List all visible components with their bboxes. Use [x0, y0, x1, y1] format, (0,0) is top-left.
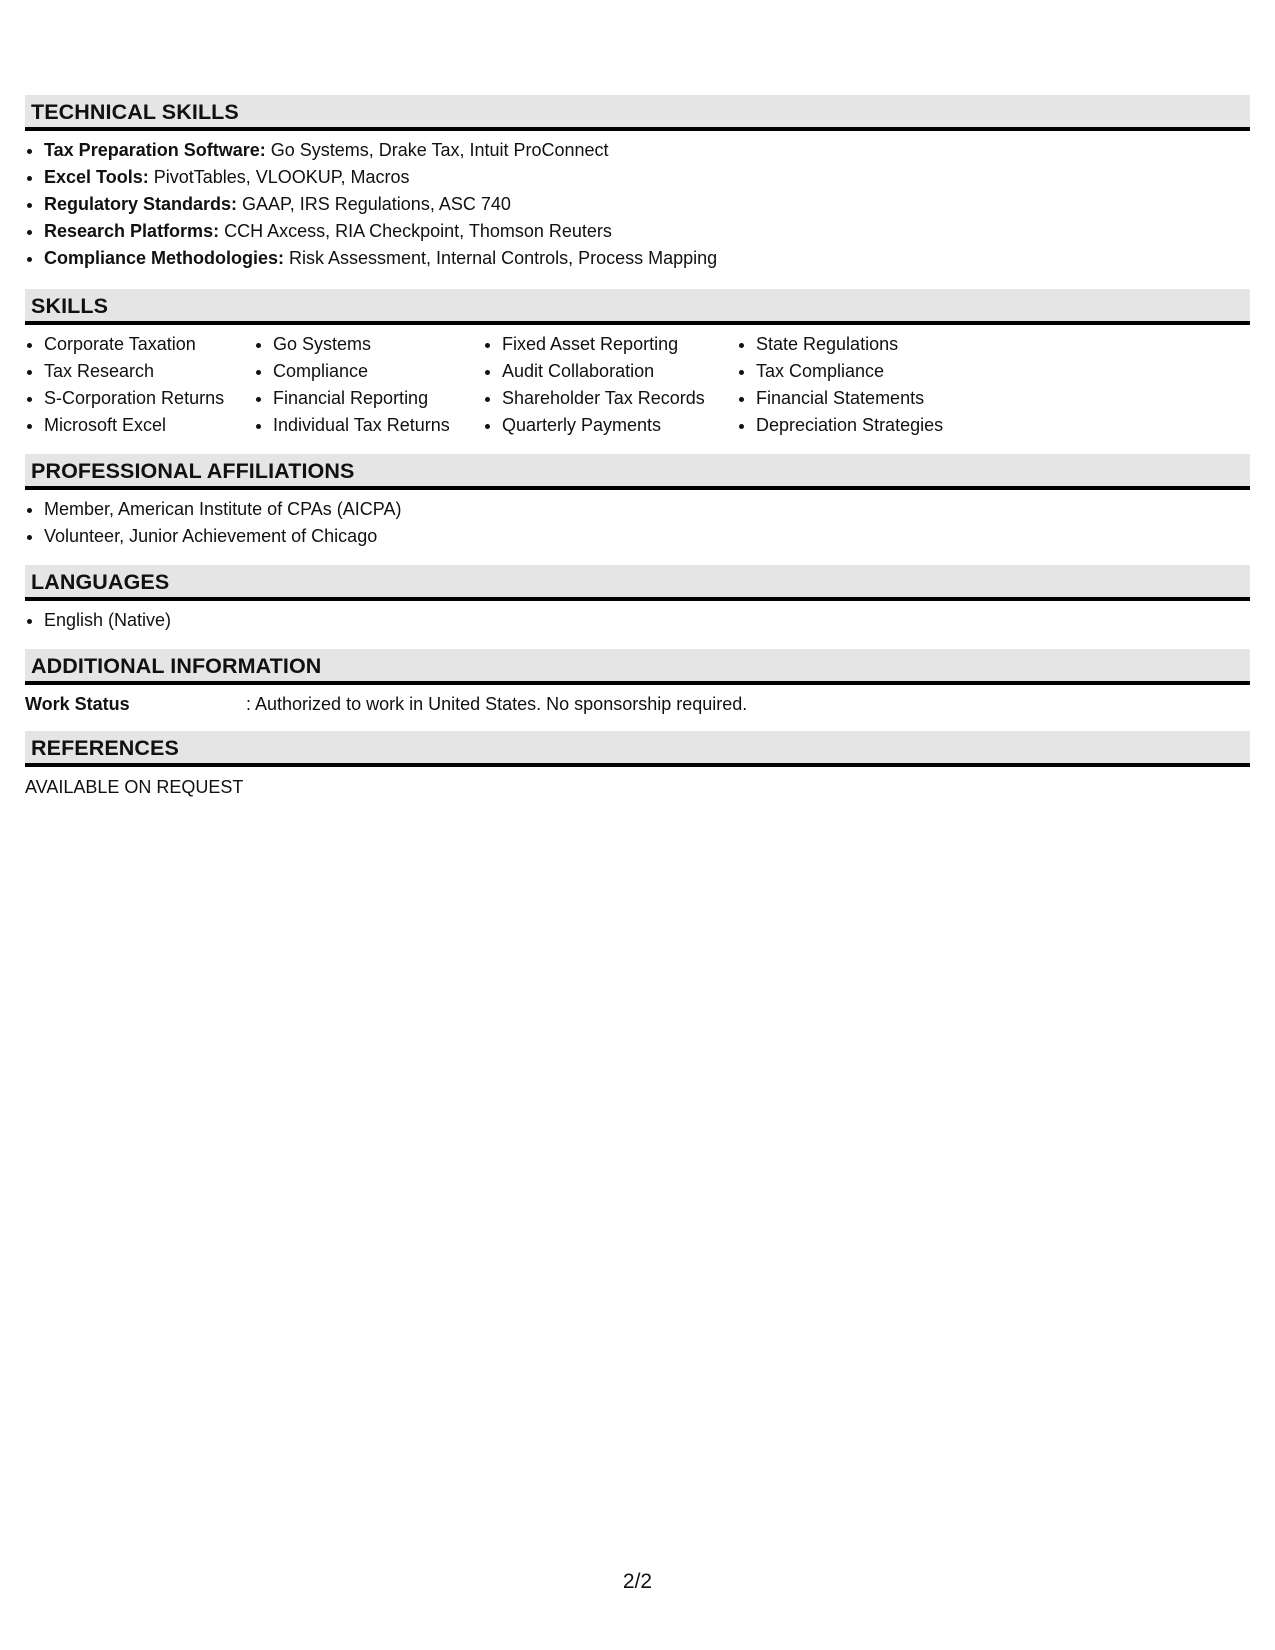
section-heading-references: REFERENCES	[25, 731, 1250, 767]
item-label: Research Platforms:	[44, 221, 220, 241]
item-value: GAAP, IRS Regulations, ASC 740	[237, 194, 511, 214]
list-item: • Audit Collaboration	[502, 359, 737, 386]
skills-column	[25, 332, 254, 440]
list-item	[44, 219, 1250, 246]
item-label: Compliance Methodologies:	[44, 248, 285, 268]
languages-list	[25, 608, 1250, 635]
list-item	[44, 192, 1250, 219]
list-item: • Financial Reporting	[273, 386, 483, 413]
list-item: • Corporate Taxation	[44, 332, 254, 359]
skills-column	[483, 332, 737, 440]
resume-page	[25, 95, 1250, 800]
list-item: • Tax Compliance	[756, 359, 1016, 386]
list-item: • Volunteer, Junior Achievement of Chicago	[44, 524, 1250, 551]
list-item: • Go Systems	[273, 332, 483, 359]
list-item	[44, 165, 1250, 192]
page-number: 2/2	[622, 1570, 653, 1593]
list-item: • Shareholder Tax Records	[502, 386, 737, 413]
list-item: • Individual Tax Returns	[273, 413, 483, 440]
list-item: • Member, American Institute of CPAs (AICPA)	[44, 497, 1250, 524]
technical-skills-list	[25, 138, 1250, 273]
item-value: Risk Assessment, Internal Controls, Process Mapping	[284, 248, 718, 268]
list-item	[44, 138, 1250, 165]
affiliations-list	[25, 497, 1250, 551]
section-heading-additional-information: ADDITIONAL INFORMATION	[25, 649, 1250, 685]
item-label: Regulatory Standards:	[44, 194, 238, 214]
list-item: • Tax Research	[44, 359, 254, 386]
skills-column	[737, 332, 1016, 440]
section-heading-affiliations: PROFESSIONAL AFFILIATIONS	[25, 454, 1250, 490]
section-heading-skills: SKILLS	[25, 289, 1250, 325]
work-status-row	[25, 692, 1250, 717]
section-heading-languages: LANGUAGES	[25, 565, 1250, 601]
section-heading-technical-skills: TECHNICAL SKILLS	[25, 95, 1250, 131]
list-item	[44, 246, 1250, 273]
item-value: PivotTables, VLOOKUP, Macros	[148, 167, 410, 187]
list-item: • Fixed Asset Reporting	[502, 332, 737, 359]
list-item: • Microsoft Excel	[44, 413, 254, 440]
item-label: Tax Preparation Software:	[44, 140, 266, 160]
list-item: • Depreciation Strategies	[756, 413, 1016, 440]
list-item: • Quarterly Payments	[502, 413, 737, 440]
work-status-value: : Authorized to work in United States. No sponsorship required.	[246, 694, 748, 714]
item-value: CCH Axcess, RIA Checkpoint, Thomson Reuters	[219, 221, 612, 241]
references-text: AVAILABLE ON REQUEST	[25, 777, 244, 797]
item-label: Excel Tools:	[44, 167, 149, 187]
list-item: • English (Native)	[44, 608, 1250, 635]
skills-grid	[25, 332, 1250, 440]
work-status-label: Work Status	[25, 694, 130, 714]
list-item: • State Regulations	[756, 332, 1016, 359]
list-item: • Financial Statements	[756, 386, 1016, 413]
skills-column	[254, 332, 483, 440]
item-value: Go Systems, Drake Tax, Intuit ProConnect	[265, 140, 609, 160]
list-item: • S-Corporation Returns	[44, 386, 254, 413]
list-item: • Compliance	[273, 359, 483, 386]
